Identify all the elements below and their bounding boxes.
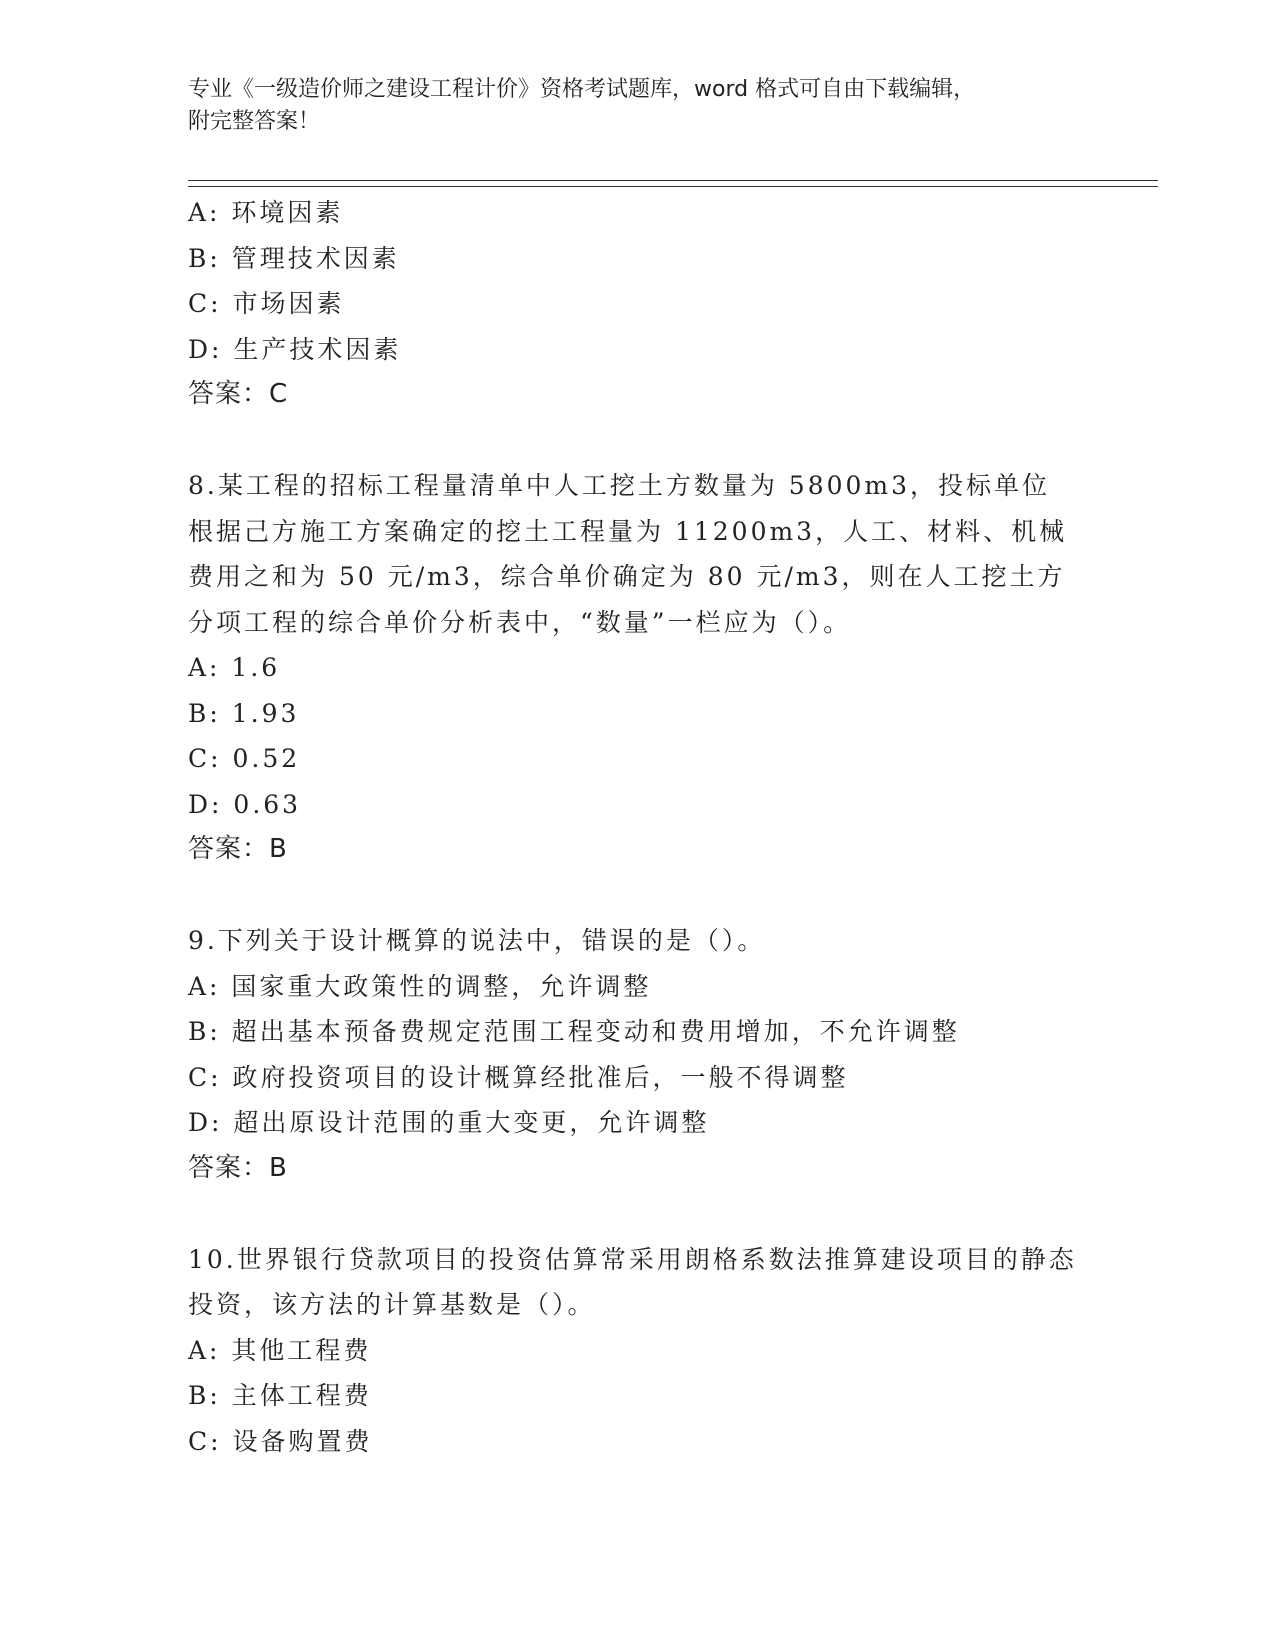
header-divider <box>188 180 1158 187</box>
answer: 答案：C <box>188 379 289 409</box>
question-stem: 10.世界银行贷款项目的投资估算常采用朗格系数法推算建设项目的静态投资，该方法的计算基数是（）。 <box>188 1244 1077 1319</box>
spacer <box>188 1191 1088 1237</box>
option-a: A: 国家重大政策性的调整，允许调整 <box>188 971 652 1001</box>
question-stem: 9.下列关于设计概算的说法中，错误的是（）。 <box>188 926 766 955</box>
question-7 <box>188 190 1088 418</box>
answer: 答案：B <box>188 1152 288 1183</box>
question-list <box>188 190 1088 1464</box>
answer: 答案：B <box>188 834 288 864</box>
option-c: C: 0.52 <box>188 744 301 773</box>
question-8 <box>188 463 1088 873</box>
option-d: D: 超出原设计范围的重大变更，允许调整 <box>188 1108 710 1137</box>
header-line-2: 附完整答案！ <box>188 109 321 134</box>
page-header <box>188 74 1068 138</box>
option-d: D: 生产技术因素 <box>188 334 402 364</box>
header-line-1: 专业《一级造价师之建设工程计价》资格考试题库，word 格式可自由下载编辑， <box>188 77 976 102</box>
option-b: B: 管理技术因素 <box>188 243 400 273</box>
option-a: A: 其他工程费 <box>188 1335 372 1365</box>
question-9 <box>188 918 1088 1191</box>
option-b: B: 主体工程费 <box>188 1381 372 1410</box>
option-c: C: 市场因素 <box>188 289 345 318</box>
option-d: D: 0.63 <box>188 789 302 819</box>
option-c: C: 政府投资项目的设计概算经批准后，一般不得调整 <box>188 1062 849 1092</box>
question-stem: 8.某工程的招标工程量清单中人工挖土方数量为 5800m3，投标单位根据己方施工方案确定的挖土工程量为 11200m3，人工、材料、机械费用之和为 50 元/m3，综合单价确定为 80 元/m3，则在人工挖土方分项工程的综合单价分析表中，“数量”一栏应为（）。 <box>188 471 1068 637</box>
option-b: B: 1.93 <box>188 698 300 728</box>
question-10 <box>188 1237 1088 1465</box>
spacer <box>188 873 1088 919</box>
option-a: A: 环境因素 <box>188 198 344 227</box>
option-b: B: 超出基本预备费规定范围工程变动和费用增加，不允许调整 <box>188 1017 960 1046</box>
option-c: C: 设备购置费 <box>188 1426 373 1456</box>
option-a: A: 1.6 <box>188 653 281 682</box>
spacer <box>188 418 1088 464</box>
